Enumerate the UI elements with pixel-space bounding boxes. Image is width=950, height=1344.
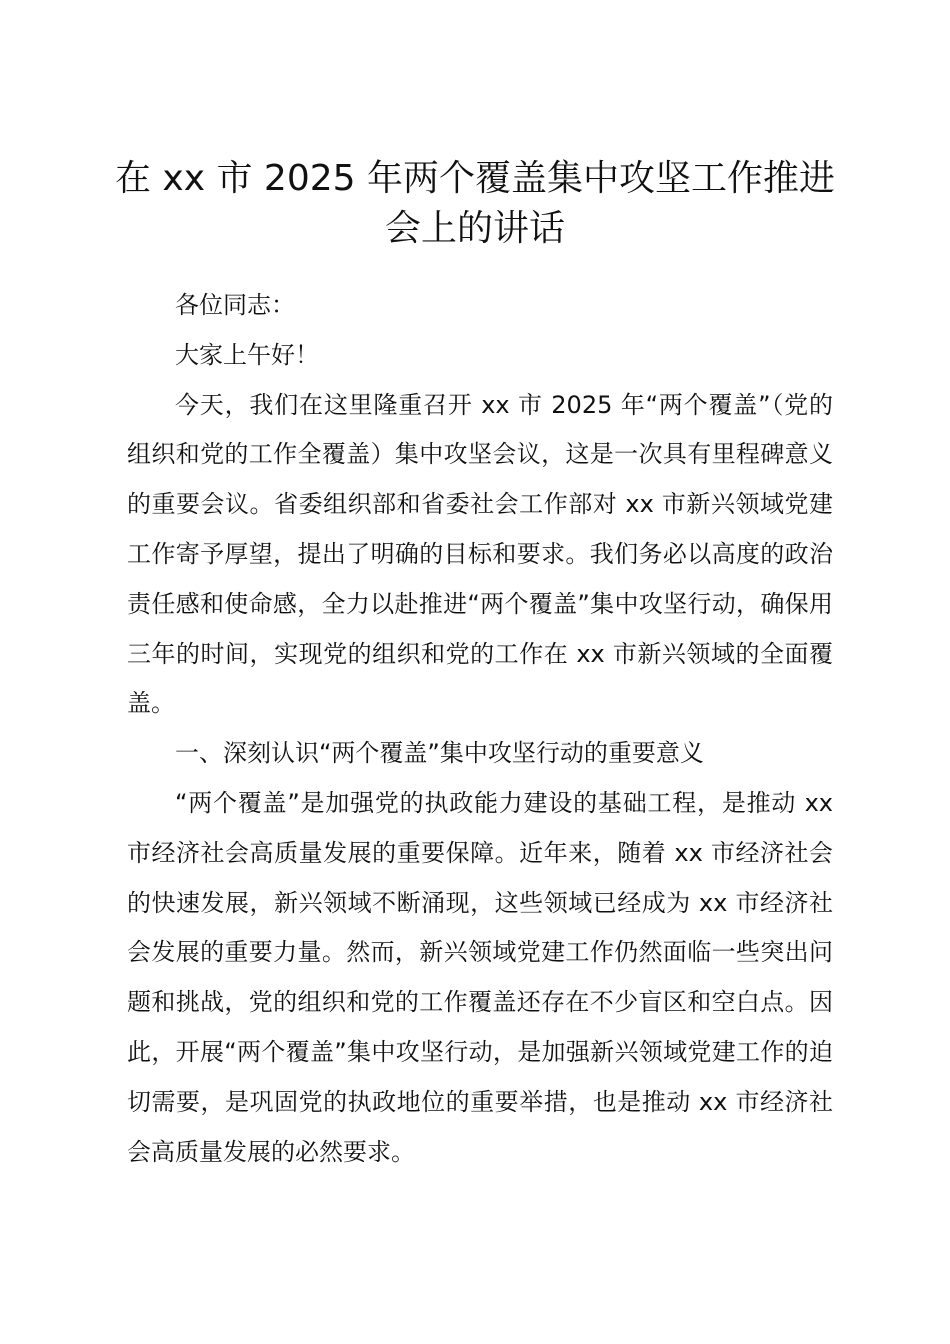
document-title-line-1: 在 xx 市 2025 年两个覆盖集中攻坚工作推进 (114, 158, 835, 199)
greeting: 大家上午好！ (175, 340, 319, 369)
salutation: 各位同志： (175, 291, 295, 319)
document-title-line-2: 会上的讲话 (384, 208, 565, 249)
section-1-paragraph: “两个覆盖”是加强党的执政能力建设的基础工程，是推动 xx 市经济社会高质量发展的重要保障。近年来，随着 xx 市经济社会的快速发展，新兴领域不断涌现，这些领域已经成为 xx 市经济社会发展的重要力量。然而，新兴领域党建工作仍然面临一些突出问题和挑战，党的组织和党的工作覆盖还存在不少盲区和空白点。因此，开展“两个覆盖”集中攻坚行动，是加强新兴领域党建工作的迫切需要，是巩固党的执政地位的重要举措，也是推动 xx 市经济社会高质量发展的必然要求。 (127, 788, 833, 1166)
document-title (110, 154, 840, 254)
document-body (127, 281, 833, 1177)
section-heading-1: 一、深刻认识“两个覆盖”集中攻坚行动的重要意义 (175, 739, 704, 768)
opening-paragraph: 今天，我们在这里隆重召开 xx 市 2025 年“两个覆盖”（党的组织和党的工作全覆盖）集中攻坚会议，这是一次具有里程碑意义的重要会议。省委组织部和省委社会工作部对 xx 市新兴领域党建工作寄予厚望，提出了明确的目标和要求。我们务必以高度的政治责任感和使命感，全力以赴推进“两个覆盖”集中攻坚行动，确保用三年的时间，实现党的组织和党的工作在 xx 市新兴领域的全面覆盖。 (127, 390, 833, 718)
